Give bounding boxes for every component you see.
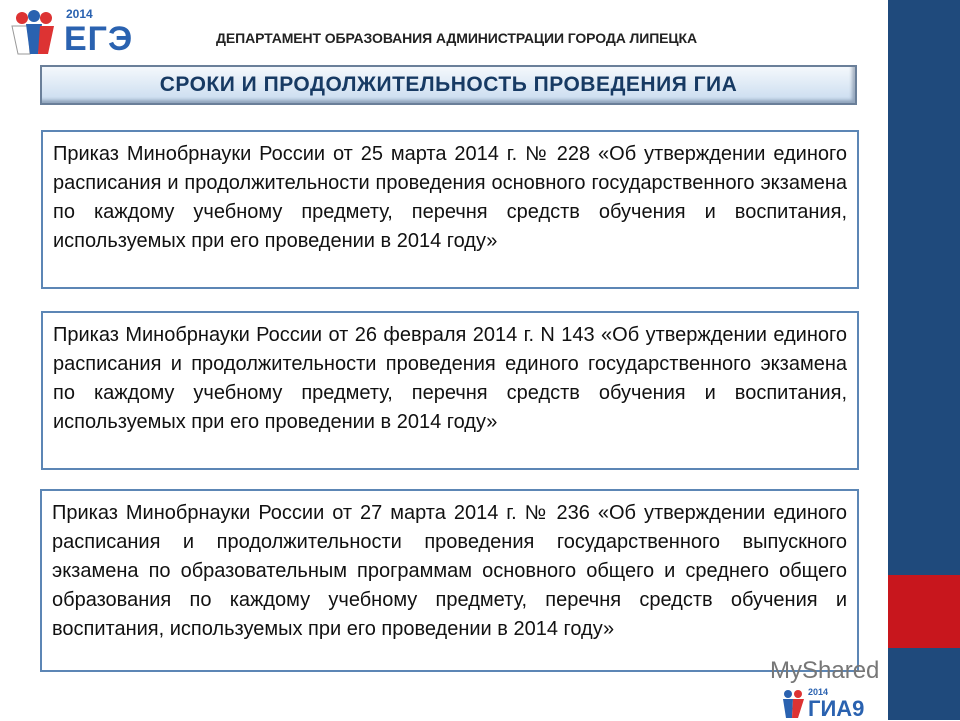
watermark: MyShared bbox=[770, 657, 880, 684]
students-logo-icon bbox=[8, 8, 58, 56]
ege-logo bbox=[8, 8, 158, 58]
gia-year: 2014 bbox=[808, 687, 829, 697]
side-bar-red bbox=[888, 575, 960, 648]
gia9-logo bbox=[780, 688, 890, 720]
gia-text: ГИА9 bbox=[808, 696, 865, 721]
order-box-3: Приказ Минобрнауки России от 27 марта 2014 г. № 236 «Об утверждении единого расписания и продолжительности проведения государственного выпускного экзамена по образовательным программам основного общего и среднего общего образования по каждому учебному предмету, перечня средств обучения и воспитания, используемых при его проведении в 2014 году» bbox=[40, 489, 859, 672]
slide-title: СРОКИ И ПРОДОЛЖИТЕЛЬНОСТЬ ПРОВЕДЕНИЯ ГИА bbox=[40, 65, 857, 105]
order-box-1: Приказ Минобрнауки России от 25 марта 2014 г. № 228 «Об утверждении единого расписания и продолжительности проведения основного государственного экзамена по каждому учебному предмету, перечня средств обучения и воспитания, используемых при его проведении в 2014 году» bbox=[41, 130, 859, 289]
students-logo-icon bbox=[780, 688, 806, 718]
logo-year: 2014 bbox=[66, 7, 93, 21]
department-name: ДЕПАРТАМЕНТ ОБРАЗОВАНИЯ АДМИНИСТРАЦИИ ГОРОДА ЛИПЕЦКА bbox=[216, 30, 697, 46]
order-box-2: Приказ Минобрнауки России от 26 февраля 2014 г. N 143 «Об утверждении единого расписания и продолжительности проведения единого государственного экзамена по каждому учебному предмету, перечня средств обучения и воспитания, используемых при его проведении в 2014 году» bbox=[41, 311, 859, 470]
logo-text: ЕГЭ bbox=[64, 20, 134, 58]
